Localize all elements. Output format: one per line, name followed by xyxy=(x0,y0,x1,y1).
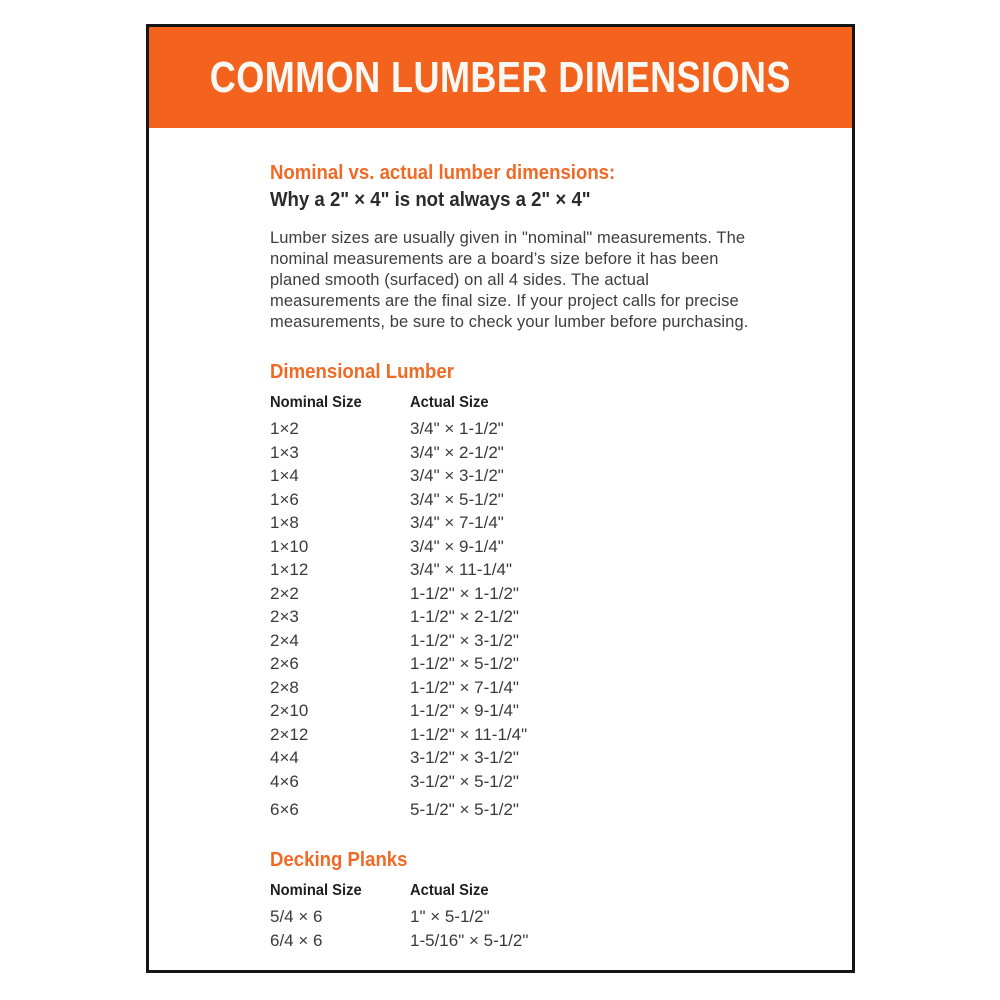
cell-actual-size: 3/4" × 5-1/2" xyxy=(410,489,504,509)
cell-nominal-size: 1×8 xyxy=(270,513,299,532)
cell-nominal-size: 2×12 xyxy=(270,724,309,744)
table-row xyxy=(270,582,812,606)
lumber-dimensions-card xyxy=(146,24,855,973)
table-row xyxy=(270,676,812,700)
intro-paragraph: Lumber sizes are usually given in "nominal" measurements. The nominal measurements are a board’s size before it has been planed smooth (surfaced) on all 4 sides. The actual measurements are the final size. If your project calls for precise measurements, be sure to check your lumber before purchasing. xyxy=(270,229,749,331)
cell-nominal-size: 6×6 xyxy=(270,800,299,819)
column-header-actual: Actual Size xyxy=(410,394,489,411)
cell-nominal-size: 2×3 xyxy=(270,607,299,626)
table-row xyxy=(270,605,812,629)
card-content xyxy=(149,162,852,953)
cell-nominal-size: 1×4 xyxy=(270,466,299,485)
table-row xyxy=(270,629,812,653)
cell-actual-size: 3/4" × 2-1/2" xyxy=(410,442,504,462)
table-row xyxy=(270,464,812,488)
cell-actual-size: 3/4" × 7-1/4" xyxy=(410,513,504,532)
cell-nominal-size: 2×6 xyxy=(270,654,299,673)
column-header-actual: Actual Size xyxy=(410,881,489,899)
cell-nominal-size: 4×6 xyxy=(270,771,299,791)
cell-nominal-size: 2×8 xyxy=(270,677,299,697)
cell-actual-size: 1-1/2" × 9-1/4" xyxy=(410,701,519,720)
table-header-row xyxy=(270,394,812,411)
dimensional-lumber-heading: Dimensional Lumber xyxy=(270,361,454,383)
cell-actual-size: 3-1/2" × 5-1/2" xyxy=(410,771,519,791)
decking-planks-rows xyxy=(270,905,812,953)
cell-nominal-size: 2×10 xyxy=(270,701,309,720)
cell-nominal-size: 1×2 xyxy=(270,419,299,438)
cell-actual-size: 1-5/16" × 5-1/2" xyxy=(410,930,529,950)
cell-nominal-size: 5/4 × 6 xyxy=(270,906,323,926)
cell-actual-size: 1-1/2" × 11-1/4" xyxy=(410,724,528,744)
table-row xyxy=(270,723,812,747)
cell-nominal-size: 2×2 xyxy=(270,583,299,603)
cell-actual-size: 1" × 5-1/2" xyxy=(410,906,490,926)
cell-nominal-size: 1×6 xyxy=(270,489,299,509)
cell-nominal-size: 1×3 xyxy=(270,442,299,462)
column-header-nominal: Nominal Size xyxy=(270,394,362,411)
table-row xyxy=(270,535,812,559)
decking-planks-heading: Decking Planks xyxy=(270,848,408,871)
cell-nominal-size: 1×10 xyxy=(270,536,309,556)
cell-actual-size: 5-1/2" × 5-1/2" xyxy=(410,800,519,819)
cell-nominal-size: 4×4 xyxy=(270,748,299,767)
table-row xyxy=(270,746,812,770)
cell-actual-size: 1-1/2" × 7-1/4" xyxy=(410,677,519,697)
table-row xyxy=(270,699,812,723)
cell-actual-size: 1-1/2" × 3-1/2" xyxy=(410,630,519,650)
table-row xyxy=(270,417,812,441)
cell-actual-size: 3/4" × 3-1/2" xyxy=(410,466,504,485)
section-dimensional-lumber xyxy=(270,361,812,822)
page-title: COMMON LUMBER DIMENSIONS xyxy=(209,52,792,102)
dimensional-lumber-table xyxy=(270,394,812,822)
table-row xyxy=(270,511,812,535)
dimensional-lumber-rows xyxy=(270,417,812,822)
cell-nominal-size: 1×12 xyxy=(270,560,309,579)
banner-shadow xyxy=(149,128,852,132)
table-row xyxy=(270,441,812,465)
cell-actual-size: 3/4" × 1-1/2" xyxy=(410,419,504,438)
column-header-nominal: Nominal Size xyxy=(270,881,362,899)
table-row xyxy=(270,652,812,676)
cell-actual-size: 1-1/2" × 2-1/2" xyxy=(410,607,519,626)
section-intro xyxy=(270,162,812,333)
cell-actual-size: 3/4" × 11-1/4" xyxy=(410,560,513,579)
cell-actual-size: 1-1/2" × 5-1/2" xyxy=(410,654,519,673)
cell-nominal-size: 2×4 xyxy=(270,630,299,650)
table-row xyxy=(270,798,812,822)
table-row xyxy=(270,488,812,512)
table-row xyxy=(270,929,812,953)
table-header-row xyxy=(270,882,812,899)
cell-nominal-size: 6/4 × 6 xyxy=(270,930,323,950)
decking-planks-table xyxy=(270,882,812,953)
table-row xyxy=(270,770,812,794)
cell-actual-size: 3/4" × 9-1/4" xyxy=(410,536,504,556)
cell-actual-size: 1-1/2" × 1-1/2" xyxy=(410,583,519,603)
table-row xyxy=(270,905,812,929)
intro-subheading: Why a 2" × 4" is not always a 2" × 4" xyxy=(270,189,591,211)
intro-heading: Nominal vs. actual lumber dimensions: xyxy=(270,162,616,184)
table-row xyxy=(270,558,812,582)
cell-actual-size: 3-1/2" × 3-1/2" xyxy=(410,748,519,767)
section-decking-planks xyxy=(270,849,812,953)
header-banner xyxy=(149,27,852,128)
